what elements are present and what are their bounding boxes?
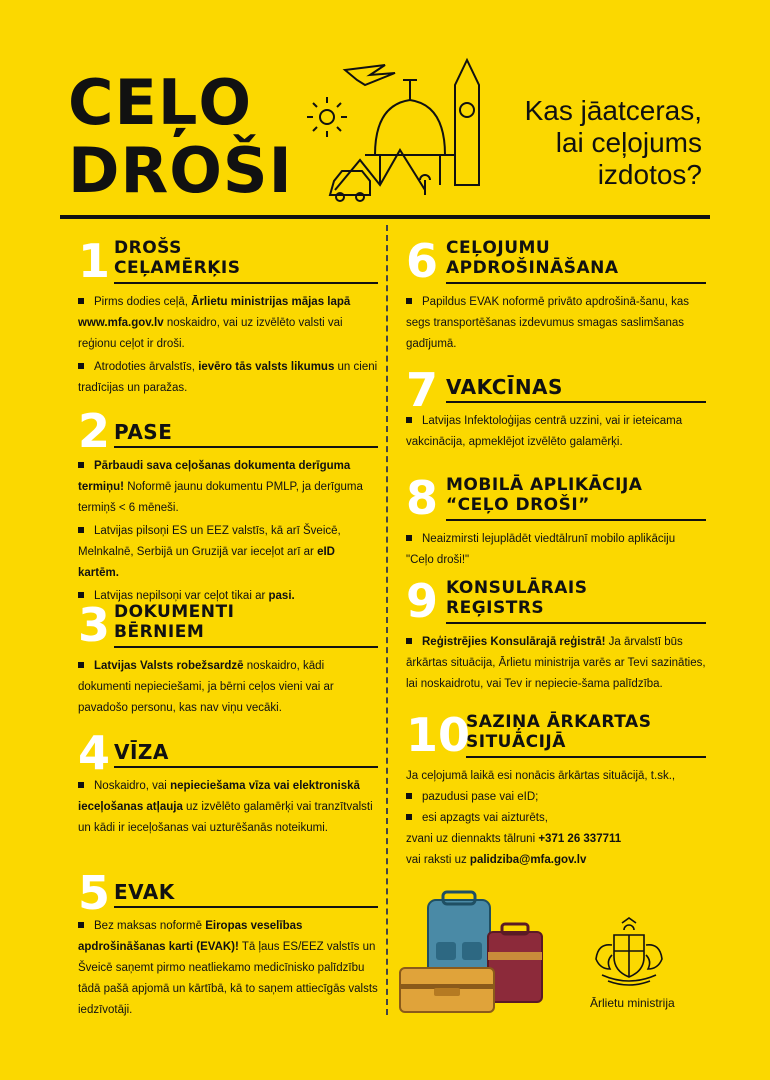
section-number: 2 <box>78 404 111 458</box>
section-paragraph <box>78 456 378 519</box>
title-underline <box>446 622 706 624</box>
title-underline <box>114 646 378 648</box>
title-underline <box>466 756 706 758</box>
section-number: 3 <box>78 598 111 652</box>
title-underline <box>114 446 378 448</box>
section-3 <box>78 598 378 719</box>
travel-landmarks-illustration <box>305 45 505 205</box>
section-header <box>406 363 706 417</box>
section-header <box>78 234 378 288</box>
section-title-line-1: SAZIŅA ĀRKARTAS <box>466 712 652 732</box>
bullet-icon <box>78 782 84 788</box>
section-paragraph <box>406 529 706 571</box>
section-header <box>78 726 378 780</box>
section-title-line-1: DOKUMENTI <box>114 602 235 622</box>
section-number: 10 <box>406 708 471 762</box>
bullet-icon <box>406 535 412 541</box>
section-title <box>114 408 378 448</box>
text: zvani uz diennakts tālruni <box>406 833 539 845</box>
section-7 <box>406 363 706 453</box>
section-10 <box>406 708 706 871</box>
phone-number: +371 26 337711 <box>538 833 622 845</box>
bullet-icon <box>78 662 84 668</box>
section-9 <box>406 574 706 695</box>
bullet-icon <box>78 462 84 468</box>
section-title-line-1: PASE <box>114 420 173 444</box>
title-line-1: CEĻO <box>68 66 253 139</box>
section-paragraph <box>406 411 706 453</box>
text: Ja ārvalstī būs ārkārtas situācija, Ārlietu ministrija varēs ar Tevi sazināties, lai noskaidrotu, vai Tev ir nepiecie-šama palīdzība. <box>406 636 706 690</box>
title-underline <box>446 282 706 284</box>
section-header <box>78 598 378 652</box>
section-number: 7 <box>406 363 439 417</box>
section-title <box>114 870 378 908</box>
text: Latvijas nepilsoņi var ceļot tikai ar <box>94 590 269 602</box>
section-title <box>114 602 378 648</box>
section-title <box>446 238 706 284</box>
section-title <box>446 367 706 403</box>
section-title-line-1: KONSULĀRAIS <box>446 578 588 598</box>
coat-of-arms-icon <box>592 915 667 990</box>
bullet-icon <box>78 527 84 533</box>
section-title-line-1: CEĻOJUMU <box>446 238 551 258</box>
text: Noskaidro, vai <box>94 780 171 792</box>
section-number: 9 <box>406 574 439 628</box>
luggage-illustration <box>398 890 573 1018</box>
section-6 <box>406 234 706 355</box>
section-title-line-2: APDROŠINĀŠANA <box>446 258 619 278</box>
bold-text: nepieciešama vīza vai elektroniskā ieceļošanas atļauja <box>78 780 360 813</box>
text: Ja ceļojumā laikā esi nonācis ārkārtas situācijā, t.sk., <box>406 770 676 782</box>
section-title <box>114 730 378 768</box>
section-title-line-2: CEĻAMĒRĶIS <box>114 258 241 278</box>
title-underline <box>446 519 706 521</box>
bullet-icon <box>78 363 84 369</box>
bullet-icon <box>406 814 412 820</box>
bullet-icon <box>78 298 84 304</box>
bullet-icon <box>78 922 84 928</box>
bold-text: Pārbaudi sava ceļošanas dokumenta derīguma termiņu! <box>78 460 351 493</box>
section-title-line-2: BĒRNIEM <box>114 622 205 642</box>
section-1 <box>78 234 378 399</box>
section-header <box>406 471 706 525</box>
text: uz izvēlēto galamērķi vai tranzītvalsti un kādi ir ieceļošanas vai uzturēšanās noteikumi. <box>78 801 373 834</box>
section-number: 8 <box>406 471 439 525</box>
section-number: 4 <box>78 726 111 780</box>
text: vai raksti uz <box>406 854 470 866</box>
section-header <box>406 574 706 628</box>
text: esi apzagts vai aizturēts, <box>422 812 548 824</box>
section-4 <box>78 726 378 839</box>
section-title-line-1: VAKCĪNAS <box>446 375 563 399</box>
section-header <box>406 708 706 762</box>
bold-text: Eiropas veselības apdrošināšanas karti (EVAK)! <box>78 920 303 953</box>
section-paragraph <box>406 766 706 871</box>
subtitle-line-3: izdotos? <box>597 159 702 190</box>
section-title-line-2: SITUĀCIJĀ <box>466 732 566 752</box>
title-underline <box>114 282 378 284</box>
section-header <box>406 234 706 288</box>
bold-text: Ārlietu ministrijas mājas lapā www.mfa.gov.lv <box>78 296 351 329</box>
section-header <box>78 866 378 920</box>
text: pazudusi pase vai eID; <box>422 791 539 803</box>
bullet-icon <box>406 638 412 644</box>
bullet-icon <box>406 417 412 423</box>
text: Bez maksas noformē <box>94 920 206 932</box>
column-divider <box>386 225 388 1015</box>
title-line-2: DROŠI <box>68 134 293 207</box>
text: Atrodoties ārvalstīs, <box>94 361 199 373</box>
text: Latvijas pilsoņi ES un EEZ valstīs, kā arī Šveicē, Melnkalnē, Serbijā un Gruzijā var ieceļot arī ar <box>78 525 341 558</box>
title-underline <box>446 401 706 403</box>
section-number: 5 <box>78 866 111 920</box>
section-title-line-1: DROŠS <box>114 238 182 258</box>
section-title-line-1: EVAK <box>114 880 175 904</box>
section-paragraph <box>78 656 378 719</box>
section-title-line-2: REĢISTRS <box>446 598 545 618</box>
bullet-icon <box>406 298 412 304</box>
section-title-line-1: MOBILĀ APLIKĀCIJA <box>446 475 643 495</box>
section-title-line-2: “CEĻO DROŠI” <box>446 495 590 515</box>
section-number: 6 <box>406 234 439 288</box>
section-title <box>466 712 706 758</box>
section-paragraph <box>406 632 706 695</box>
section-paragraph <box>406 292 706 355</box>
section-8 <box>406 471 706 571</box>
bold-text: ievēro tās valsts likumus <box>198 361 335 373</box>
section-title-line-1: VĪZA <box>114 740 169 764</box>
subtitle-line-1: Kas jāatceras, <box>524 95 702 126</box>
text: Latvijas Infektoloģijas centrā uzzini, vai ir ieteicama vakcinācija, apmeklējot izvēlēto galamērķi. <box>406 415 683 448</box>
section-title <box>446 578 706 624</box>
title-underline <box>114 906 378 908</box>
text: Neaizmirsti lejuplādēt viedtālrunī mobilo aplikāciju "Ceļo droši!" <box>406 533 676 566</box>
subtitle-line-2: lai ceļojums <box>555 127 702 158</box>
section-title <box>114 238 378 284</box>
section-paragraph <box>78 916 378 1021</box>
bold-text: Latvijas Valsts robežsardzē <box>94 660 244 672</box>
text: un cieni tradīcijas un paražas. <box>78 361 378 394</box>
bold-text: pasi. <box>268 590 295 602</box>
bold-text: Reģistrējies Konsulārajā reģistrā! <box>422 636 606 648</box>
section-5 <box>78 866 378 1021</box>
text: Pirms dodies ceļā, <box>94 296 192 308</box>
section-header <box>78 404 378 458</box>
email-address: palidziba@mfa.gov.lv <box>469 854 587 866</box>
section-paragraph <box>78 357 378 399</box>
section-paragraph <box>78 292 378 355</box>
text: Tā ļaus ES/EEZ valstīs un Šveicē saņemt pirmo neatliekamo medicīnisko palīdzību tādā pašā apjomā un kārtībā, kā to saņem attiecīgās valsts iedzīvotāji. <box>78 941 378 1016</box>
section-number: 1 <box>78 234 111 288</box>
bold-text: eID kartēm. <box>78 546 335 579</box>
text: Papildus EVAK noformē privāto apdrošinā-šanu, kas segs transportēšanas izdevumus smagas saslimšanas gadījumā. <box>406 296 689 350</box>
section-2 <box>78 404 378 607</box>
text: noskaidro, vai uz izvēlēto valsti vai reģionu ceļot ir droši. <box>78 317 343 350</box>
ministry-label: Ārlietu ministrija <box>590 996 675 1010</box>
bullet-icon <box>406 793 412 799</box>
section-paragraph <box>78 776 378 839</box>
text: Noformē jaunu dokumentu PMLP, ja derīguma termiņš < 6 mēneši. <box>78 481 363 514</box>
top-divider <box>60 215 710 219</box>
section-title <box>446 475 706 521</box>
subtitle <box>512 95 702 191</box>
text: noskaidro, kādi dokumenti nepieciešami, ja bērni ceļos vieni vai ar pavadošo personu, kas nav viņu vecāki. <box>78 660 334 714</box>
title-underline <box>114 766 378 768</box>
section-paragraph <box>78 521 378 584</box>
